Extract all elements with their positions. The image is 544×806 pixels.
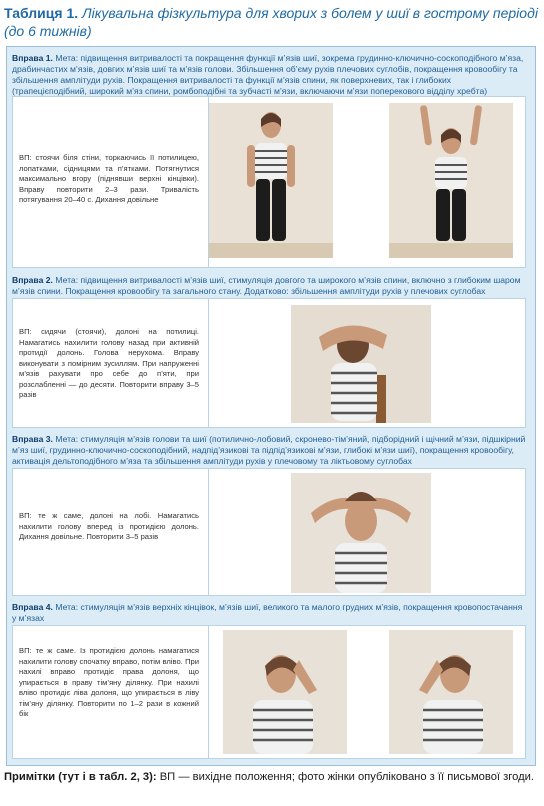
exercise-3-divider — [208, 468, 209, 596]
exercise-3-description: ВП: те ж саме, долоні на лобі. Намагатись нахилити голову вперед із протидією долонь. Дихання довільне. Повторити 3–5 разів — [19, 511, 199, 541]
exercise-3-photo — [291, 473, 431, 593]
woman-hands-on-forehead-image — [291, 473, 431, 593]
table-title-label: Таблиця 1. — [4, 5, 79, 21]
woman-tilting-head-right-image — [223, 630, 347, 754]
exercise-4-photo-left — [389, 630, 513, 754]
table-title-text: Лікувальна фізкультура для хворих з болем у шиї в гострому періоді (до 6 тижнів) — [4, 5, 538, 39]
exercise-1-photo-start — [209, 103, 333, 258]
exercise-1-goal: Мета: підвищення витривалості та покращення функції м’язів шиї, зокрема грудинно-ключично-соскоподібного м’яза, драбинчастих м’язів, довгих м’язів шиї та м’язів голови. Збільшення об’єму рухів плечових суглобів, покращення кровообігу та збільшення амплітуди рухів. Покращення витривалості та функції м’язів спини, як поверхневих, так і глибоких (трапецієподібний, широкий м’яз спини, ромбоподібні та зубчасті м’язи, включаючи м’язи поперекового відділу хребта) — [12, 53, 524, 96]
exercise-3-label: Вправа 3. — [12, 434, 53, 444]
notes-text: ВП — вихідне положення; фото жінки опубліковано з її письмової згоди. — [159, 771, 534, 783]
exercise-4-goal: Мета: стимуляція м’язів верхніх кінцівок, м’язів шиї, великого та малого грудних м’язів, покращення кровопостачання у м’язах — [12, 602, 523, 623]
exercise-1-label: Вправа 1. — [12, 53, 53, 63]
woman-tilting-head-left-image — [389, 630, 513, 754]
exercise-4-row — [12, 625, 526, 759]
exercise-1-header — [12, 53, 526, 97]
exercise-2-divider — [208, 298, 209, 428]
exercise-2-label: Вправа 2. — [12, 275, 53, 285]
table-title — [4, 4, 540, 40]
exercise-2-goal: Мета: підвищення витривалості м’язів шиї, стимуляція довгого та широкого м’язів спини, включно з глибоким шаром м’язів спини. Покращення кровообігу та загального стану. Додатково: збільшення амплітуди рухів у плечових суглобах — [12, 275, 521, 296]
exercise-2-row — [12, 298, 526, 428]
woman-standing-arms-up-image — [389, 103, 513, 258]
exercise-4-label: Вправа 4. — [12, 602, 53, 612]
exercise-1-row — [12, 96, 526, 268]
exercise-4-divider — [208, 625, 209, 759]
exercise-4-header — [12, 602, 526, 624]
exercise-4-photo-right — [223, 630, 347, 754]
exercise-3-row — [12, 468, 526, 596]
exercise-1-description: ВП: стоячи біля стіни, торкаючись її потилицею, лопатками, сідницями та п’ятками. Потягнутися максимально вгору (піднявши верхні кінцівки). Вправу повторити 2–3 рази. Тривалість потягування 20–40 с. Дихання довільне — [19, 153, 199, 204]
exercise-3-header — [12, 434, 526, 467]
exercise-2-description: ВП: сидячи (стоячи), долоні на потилиці. Намагатись нахилити голову назад при активній протидії долонь. Голова нерухома. Вправу виконувати з помірним зусиллям. При напруженні м’язів рахувати про себе до п’яти, при розслабленні — до десяти. Повторити вправу 3–5 разів — [19, 327, 199, 399]
table-notes — [4, 770, 540, 785]
exercise-4-description: ВП: те ж саме. Із протидією долонь намагатися нахилити голову спочатку вправо, потім вліво. При нахилі вправо протидіє права долоня, що упирається в праву тім’яну ділянку. При нахилі вліво протидіє ліва долоня, що упирається в ліву тім’яну ділянку. Повторити по 1–2 рази в кожний бік — [19, 646, 199, 718]
exercise-2-header — [12, 275, 526, 297]
woman-standing-arms-down-image — [209, 103, 333, 258]
exercise-1-photo-stretch — [389, 103, 513, 258]
exercise-1-divider — [208, 96, 209, 268]
woman-seated-hands-behind-head-image — [291, 305, 431, 423]
exercise-2-photo — [291, 305, 431, 423]
exercise-3-goal: Мета: стимуляція м’язів голови та шиї (потилично-лобовий, скронево-тім’яний, підборідний і щічний м’язи, підшкірний м’яз шиї, грудинно-ключично-соскоподібний, надпід’язикові та підпід’язикові м’язи, глибокі м’язи шиї), покращення кровообігу, активація дельтоподібного м’яза та збільшення амплітуди рухів у плечовому та ліктьовому суглобах — [12, 434, 526, 466]
notes-label: Примітки (тут і в табл. 2, 3): — [4, 771, 157, 783]
